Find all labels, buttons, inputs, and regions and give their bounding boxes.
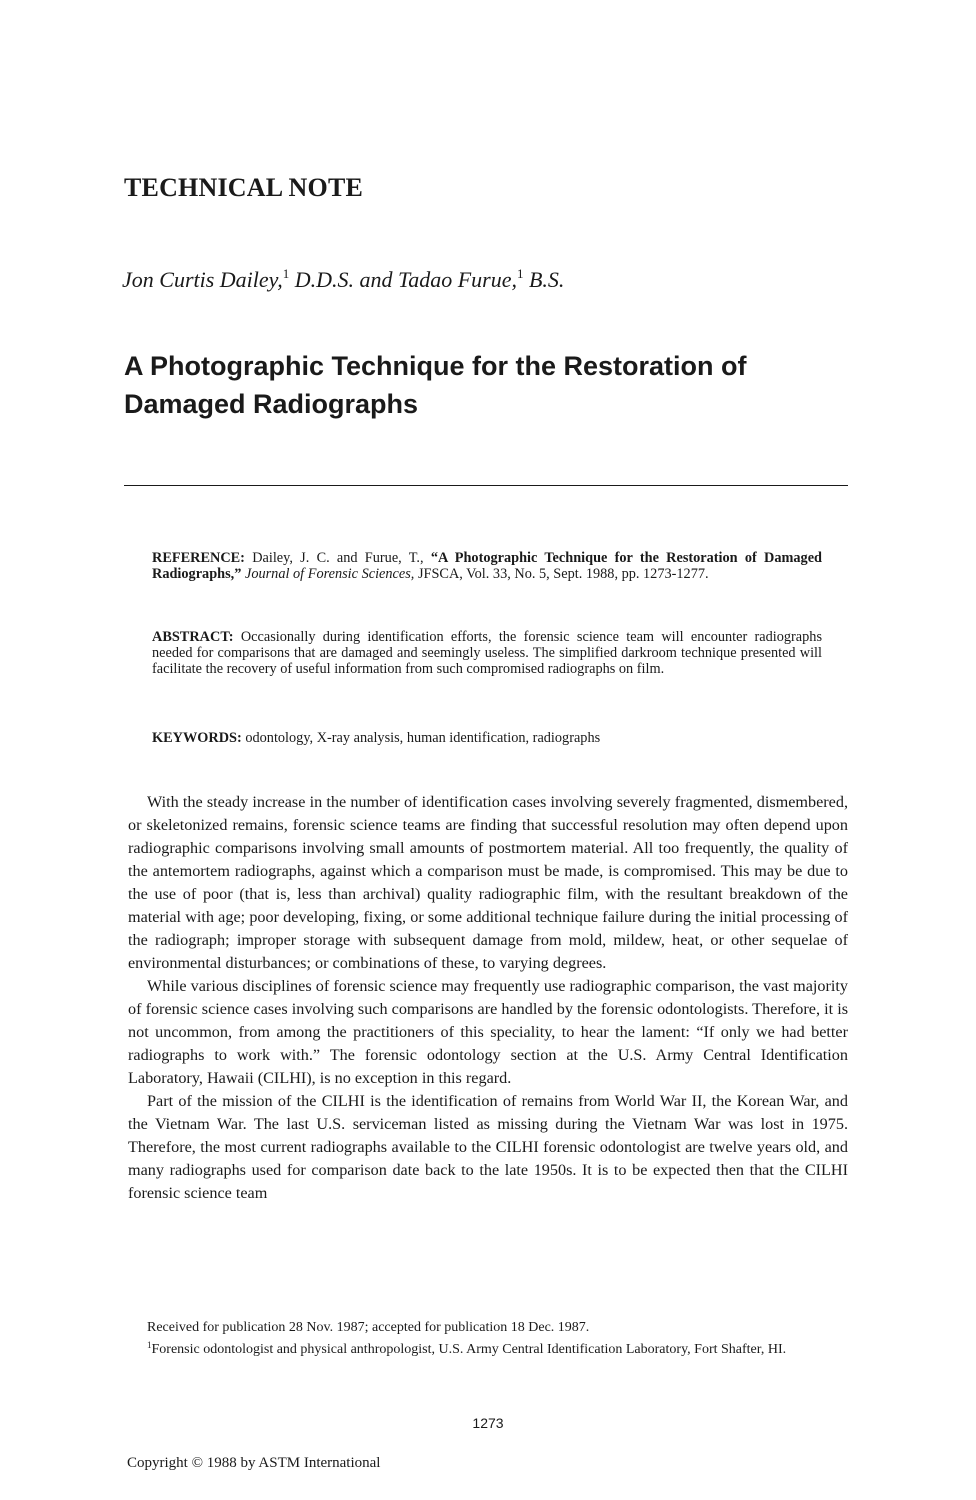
affiliation-mark: 1 <box>147 1339 152 1350</box>
body-paragraph-3: Part of the mission of the CILHI is the identification of remains from World War II, the Korean War, and the Vietnam War. The last U.S. serviceman listed as missing during the Vietnam War was lost in 1975. Therefore, the most current radiographs available to the CILHI forensic odontologist are twelve years old, and many radiographs used for comparison date back to the late 1950s. It is to be expected then that the CILHI forensic science team <box>128 1092 848 1202</box>
body-paragraph-2: While various disciplines of forensic science may frequently use radiographic comparison, the vast majority of forensic science cases involving such comparisons are handled by the forensic odontologists. Therefore, it is not uncommon, from among the practitioners of this speciality, to hear the lament: “If only we had better radiographs to work with.” The forensic odontology section at the U.S. Army Central Identification Laboratory, Hawaii (CILHI), is no exception in this regard. <box>128 977 848 1087</box>
author2-affiliation-mark: 1 <box>516 266 524 281</box>
reference-authors: Dailey, J. C. and Furue, T., <box>252 550 424 566</box>
reference-block <box>152 550 822 582</box>
author-line <box>122 266 564 293</box>
page-number: 1273 <box>472 1415 504 1431</box>
copyright-notice: Copyright © 1988 by ASTM International <box>127 1455 381 1471</box>
title-line-1: A Photographic Technique for the Restoration of <box>124 351 747 381</box>
reference-details: JFSCA, Vol. 33, No. 5, Sept. 1988, pp. 1273-1277. <box>417 566 709 582</box>
title-divider <box>124 485 848 486</box>
author2-degree: B.S. <box>528 267 565 292</box>
article-title <box>124 347 844 423</box>
affiliation-text: Forensic odontologist and physical anthropologist, U.S. Army Central Identification Laboratory, Fort Shafter, HI. <box>151 1341 787 1357</box>
author-conjunction: and <box>359 267 393 292</box>
article-body <box>128 791 848 1205</box>
author1-degree: D.D.S. <box>294 267 354 292</box>
section-heading: TECHNICAL NOTE <box>124 173 364 202</box>
author1-affiliation-mark: 1 <box>282 266 290 281</box>
author1-name: Jon Curtis Dailey, <box>122 267 283 292</box>
reference-journal: Journal of Forensic Sciences, <box>244 566 415 582</box>
received-note: Received for publication 28 Nov. 1987; accepted for publication 18 Dec. 1987. <box>147 1320 590 1335</box>
abstract-label: ABSTRACT: <box>152 629 234 645</box>
keywords-block <box>152 730 822 746</box>
abstract-text: Occasionally during identification efforts, the forensic science team will encounter radiographs needed for comparisons that are damaged and seemingly useless. The simplified darkroom technique presented will facilitate the recovery of useful information from such compromised radiographs on film. <box>152 629 823 677</box>
reference-article-title: “A Photographic Technique for the Restoration of Damaged Radiographs,” <box>152 550 823 582</box>
footnotes <box>128 1319 850 1358</box>
title-line-2: Damaged Radiographs <box>124 389 419 419</box>
body-paragraph-1: With the steady increase in the number of identification cases involving severely fragmented, dismembered, or skeletonized remains, forensic science teams are finding that successful resolution may often depend upon radiographic comparisons involving small amounts of postmortem material. All too frequently, the quality of the antemortem radiographs, against which a comparison must be made, is compromised. This may be due to the use of poor (that is, less than archival) quality radiographic film, with the resultant breakdown of the material with age; poor developing, fixing, or some additional technique failure during the initial processing of the radiograph; improper storage with subsequent damage from mold, mildew, heat, or other sequelae of environmental disturbances; or combinations of these, to varying degrees. <box>128 793 848 972</box>
keywords-text: odontology, X-ray analysis, human identification, radiographs <box>245 730 601 746</box>
author2-name: Tadao Furue, <box>398 267 517 292</box>
reference-label: REFERENCE: <box>152 550 245 566</box>
keywords-label: KEYWORDS: <box>152 730 242 746</box>
affiliation-note <box>128 1337 850 1359</box>
abstract-block <box>152 629 822 677</box>
